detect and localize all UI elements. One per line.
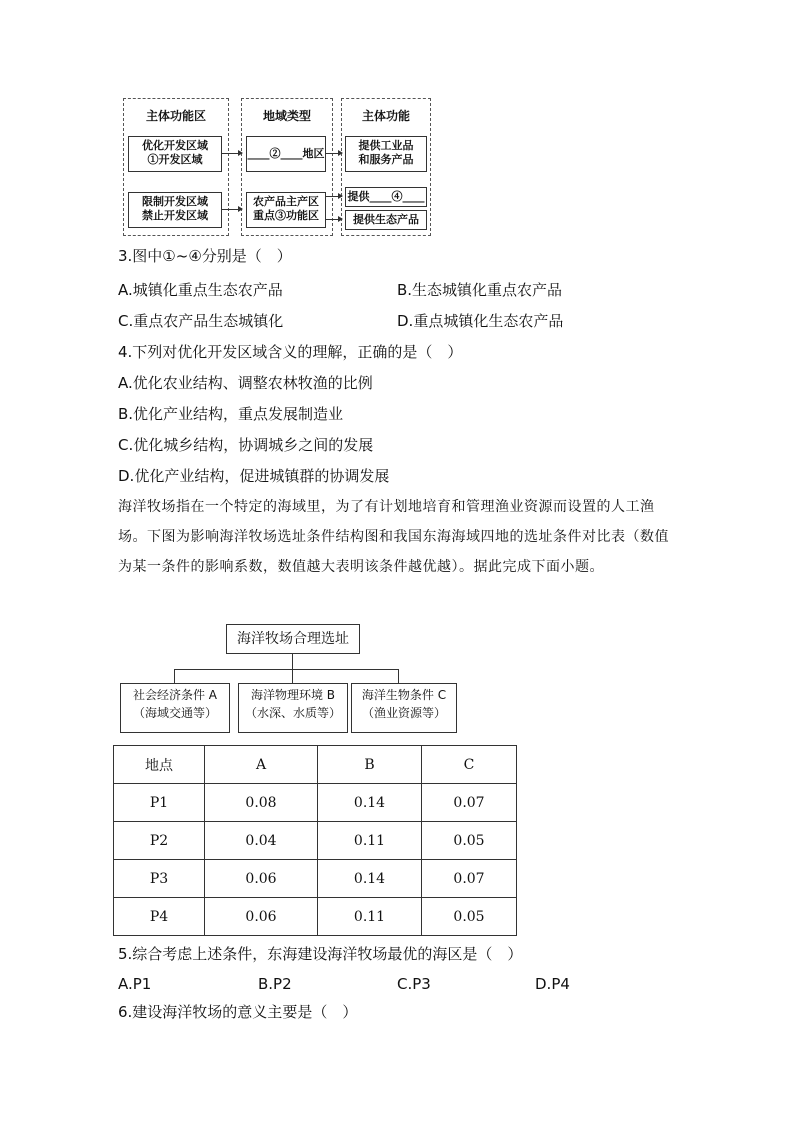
header-cell: C <box>422 746 517 784</box>
q5-stem: 5.综合考虑上述条件，东海建设海洋牧场最优的海区是（ ） <box>118 945 523 963</box>
region-box-1: ____②____地区 <box>246 136 326 172</box>
q4-option-a[interactable]: A.优化农业结构、调整农林牧渔的比例 <box>118 374 373 392</box>
arrow-4 <box>326 196 342 197</box>
q5-option-a[interactable]: A.P1 <box>118 975 152 993</box>
table-cell: 0.11 <box>318 822 422 860</box>
passage-text: 海洋牧场指在一个特定的海域里，为了有计划地培育和管理渔业资源而设置的人工渔场。下图为影响海洋牧场选址条件结构图和我国东海海域四地的选址条件对比表（数值为某一条件的影响系数，数值越大表明该条件越优越）。据此完成下面小题。 <box>118 499 669 575</box>
region-header: 地域类型 <box>262 109 311 123</box>
table-cell: 0.06 <box>205 898 318 936</box>
table-cell: 0.14 <box>318 784 422 822</box>
table-row <box>114 898 517 936</box>
q3-option-b[interactable]: B.生态城镇化重点农产品 <box>397 281 563 299</box>
child-b-name: 海洋物理环境 B <box>250 688 336 702</box>
child-c-detail: （渔业资源等） <box>361 706 446 720</box>
zone-limit: 限制开发区域 <box>142 195 208 208</box>
root-box: 海洋牧场合理选址 <box>226 624 360 654</box>
table-cell: 0.06 <box>205 860 318 898</box>
q3-option-a[interactable]: A.城镇化重点生态农产品 <box>118 281 283 299</box>
child-box-a <box>120 683 230 733</box>
table-row <box>114 784 517 822</box>
table-cell: 0.08 <box>205 784 318 822</box>
q5-option-b[interactable]: B.P2 <box>258 975 292 993</box>
arrow-1 <box>222 153 242 154</box>
zone-forbid: 禁止开发区域 <box>142 209 208 222</box>
table-cell: P3 <box>114 860 205 898</box>
arrow-5 <box>326 219 342 220</box>
table-cell: 0.14 <box>318 860 422 898</box>
table-cell: 0.11 <box>318 898 422 936</box>
table-row <box>114 822 517 860</box>
header-cell: B <box>318 746 422 784</box>
table-cell: 0.07 <box>422 784 517 822</box>
table-cell: P2 <box>114 822 205 860</box>
function-header: 主体功能 <box>361 109 410 123</box>
zone-optimize: 优化开发区域 <box>142 139 208 152</box>
table-header-row <box>114 746 517 784</box>
child-box-c <box>351 683 457 733</box>
region-box-2 <box>246 192 326 228</box>
table-cell: 0.05 <box>422 822 517 860</box>
child-box-b <box>238 683 348 733</box>
table-cell: P1 <box>114 784 205 822</box>
table-cell: P4 <box>114 898 205 936</box>
table-cell: 0.04 <box>205 822 318 860</box>
q4-stem: 4.下列对优化开发区域含义的理解，正确的是（ ） <box>118 343 463 361</box>
q3-option-c[interactable]: C.重点农产品生态城镇化 <box>118 312 284 330</box>
connector-vertical <box>292 653 293 669</box>
function-box-1 <box>345 136 427 172</box>
zone-header: 主体功能区 <box>145 109 206 123</box>
connector-horizontal <box>174 669 398 670</box>
child-a-detail: （海域交通等） <box>132 706 217 720</box>
site-comparison-table <box>113 745 517 936</box>
q3-stem: 3.图中①~④分别是（ ） <box>118 247 292 265</box>
region-agri: 农产品主产区 <box>253 195 319 208</box>
table-cell: 0.05 <box>422 898 517 936</box>
q4-option-b[interactable]: B.优化产业结构，重点发展制造业 <box>118 405 344 423</box>
connector-b <box>292 669 293 683</box>
child-b-detail: （水深、水质等） <box>244 706 341 720</box>
arrow-2 <box>222 209 242 210</box>
q4-option-c[interactable]: C.优化城乡结构，协调城乡之间的发展 <box>118 436 374 454</box>
function-service: 和服务产品 <box>358 153 414 166</box>
child-c-name: 海洋生物条件 C <box>361 688 447 702</box>
region-blank-3: 重点③功能区 <box>253 209 319 222</box>
header-cell: A <box>205 746 318 784</box>
zone-box-1 <box>128 136 222 172</box>
child-a-name: 社会经济条件 A <box>132 688 218 702</box>
q5-option-d[interactable]: D.P4 <box>535 975 570 993</box>
q3-option-d[interactable]: D.重点城镇化生态农产品 <box>397 312 564 330</box>
header-cell: 地点 <box>114 746 205 784</box>
zone-blank-1: ①开发区域 <box>147 153 203 166</box>
connector-c <box>398 669 399 683</box>
q5-option-c[interactable]: C.P3 <box>397 975 431 993</box>
q4-option-d[interactable]: D.优化产业结构，促进城镇群的协调发展 <box>118 467 390 485</box>
function-box-2: 提供____④____ <box>345 187 427 207</box>
zone-box-2 <box>128 192 222 228</box>
function-box-3: 提供生态产品 <box>345 210 427 230</box>
table-cell: 0.07 <box>422 860 517 898</box>
q6-stem: 6.建设海洋牧场的意义主要是（ ） <box>118 1003 358 1021</box>
table-row <box>114 860 517 898</box>
connector-a <box>174 669 175 683</box>
function-industrial: 提供工业品 <box>358 139 414 152</box>
arrow-3 <box>326 153 342 154</box>
